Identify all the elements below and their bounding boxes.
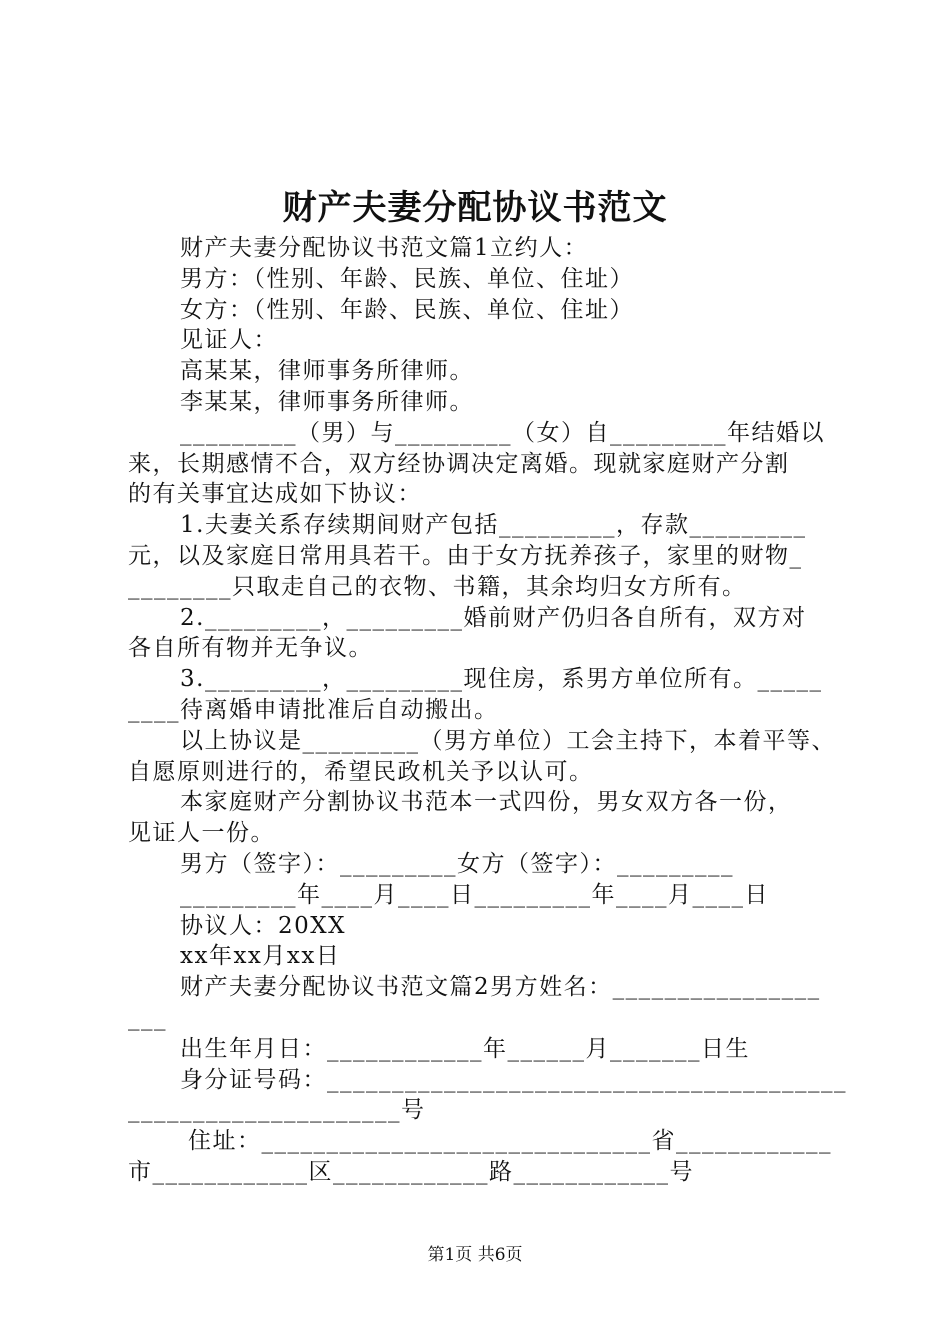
text-line: 女方：（性别、年龄、民族、单位、住址）	[180, 296, 634, 323]
text-line: 协议人：20XX	[180, 912, 347, 939]
text-line: 自愿原则进行的，希望民政机关予以认可。	[128, 758, 594, 785]
text-line: _____________________号	[128, 1097, 426, 1124]
text-line: 3._________，_________现住房，系男方单位所有。_____	[180, 666, 823, 693]
text-line: ___	[128, 1004, 167, 1031]
document-title: 财产夫妻分配协议书范文	[282, 188, 668, 228]
text-line: 身分证号码：________________________________________	[180, 1066, 847, 1093]
text-line: 见证人：	[180, 327, 278, 354]
text-line: 各自所有物并无争议。	[128, 635, 373, 662]
text-line: ________只取走自己的衣物、书籍，其余均归女方所有。	[128, 573, 747, 600]
text-line: 本家庭财产分割协议书范本一式四份，男女双方各一份，	[180, 789, 793, 816]
text-line: 男方：（性别、年龄、民族、单位、住址）	[180, 265, 634, 292]
page-footer: 第1页 共6页	[427, 1245, 523, 1265]
text-line: 以上协议是_________（男方单位）工会主持下，本着平等、	[180, 727, 836, 754]
text-line: 出生年月日：____________年______月_______日生	[180, 1035, 750, 1062]
text-line: _________年____月____日_________年____月____日	[180, 881, 769, 908]
text-line: 见证人一份。	[128, 820, 275, 847]
text-line: 李某某，律师事务所律师。	[180, 388, 474, 415]
text-line: 来，长期感情不合，双方经协调决定离婚。现就家庭财产分割	[128, 450, 790, 477]
text-line: 高某某，律师事务所律师。	[180, 358, 474, 385]
text-line: ____待离婚申请批准后自动搬出。	[128, 696, 499, 723]
text-line: 男方（签字）：_________女方（签字）：_________	[180, 850, 734, 877]
text-line: 元，以及家庭日常用具若干。由于女方抚养孩子，家里的财物_	[128, 542, 803, 569]
text-line: 2._________，_________婚前财产仍归各自所有，双方对	[180, 604, 807, 631]
text-line: 住址：______________________________省____________	[188, 1128, 832, 1155]
text-line: 财产夫妻分配协议书范文篇2男方姓名：________________	[180, 974, 821, 1001]
text-line: 市____________区____________路____________号	[128, 1158, 694, 1185]
text-line: 财产夫妻分配协议书范文篇1立约人：	[180, 235, 589, 261]
text-line: xx年xx月xx日	[180, 943, 341, 970]
text-line: 1.夫妻关系存续期间财产包括_________，存款_________	[180, 512, 807, 539]
document-body	[128, 233, 847, 1188]
text-line: _________（男）与_________（女）自_________年结婚以	[180, 419, 825, 446]
text-line: 的有关事宜达成如下协议：	[128, 481, 422, 508]
